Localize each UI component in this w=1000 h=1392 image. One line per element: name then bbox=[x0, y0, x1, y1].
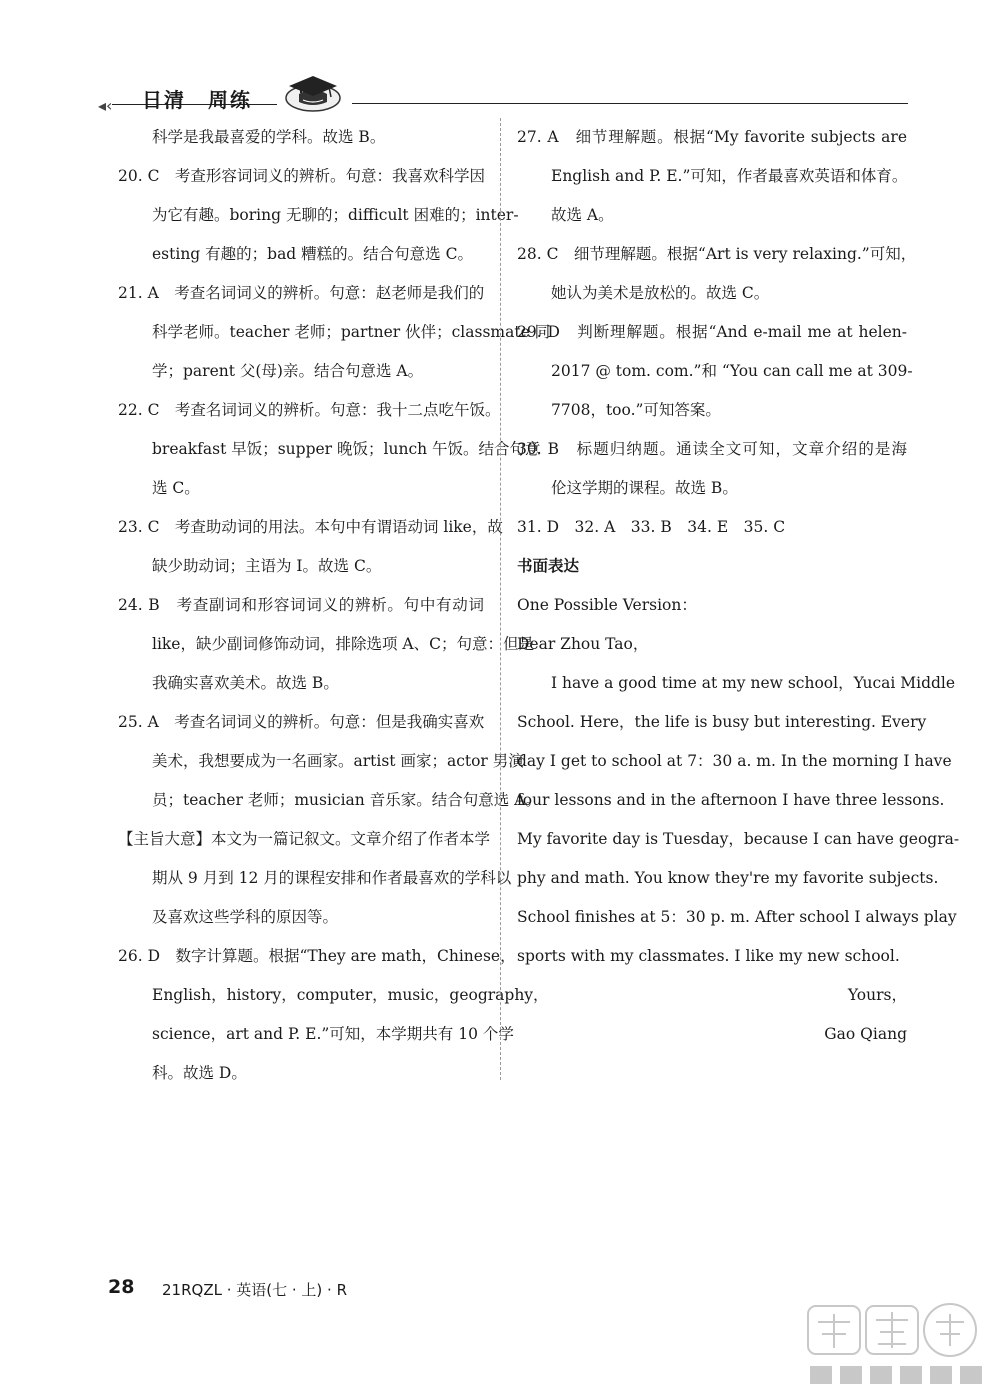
text-line: 【主旨大意】本文为一篇记叙文。文章介绍了作者本学 bbox=[118, 830, 491, 848]
text-line: phy and math. You know they're my favorite subjects. bbox=[517, 869, 939, 887]
text-line: 期从 9 月到 12 月的课程安排和作者最喜欢的学科以 bbox=[152, 869, 512, 887]
text-line: English，history，computer，music，geography， bbox=[152, 986, 549, 1004]
text-line: 缺少助动词；主语为 I。故选 C。 bbox=[152, 557, 382, 575]
right-column bbox=[517, 118, 960, 1054]
text-line: 她认为美术是放松的。故选 C。 bbox=[551, 284, 770, 302]
section-heading: 书面表达 bbox=[517, 557, 580, 575]
text-line: breakfast 早饭；supper 晚饭；lunch 午饭。结合句意 bbox=[152, 440, 541, 458]
text-line: 23. C 考查助动词的用法。本句中有谓语动词 like，故 bbox=[118, 518, 503, 536]
text-line: 科。故选 D。 bbox=[152, 1064, 247, 1082]
text-line: esting 有趣的；bad 糟糕的。结合句意选 C。 bbox=[152, 245, 473, 263]
text-line: 30. B 标题归纳题。通读全文可知，文章介绍的是海 bbox=[517, 440, 907, 458]
text-line: sports with my classmates. I like my new school. bbox=[517, 947, 900, 965]
text-line: 31. D 32. A 33. B 34. E 35. C bbox=[517, 518, 786, 536]
text-line: 24. B 考查副词和形容词词义的辨析。句中有动词 bbox=[118, 596, 484, 614]
text-line: 22. C 考查名词词义的辨析。句意：我十二点吃午饭。 bbox=[118, 401, 501, 419]
text-line: 21. A 考查名词词义的辨析。句意：赵老师是我们的 bbox=[118, 284, 485, 302]
page-header bbox=[90, 70, 910, 120]
text-line: 及喜欢这些学科的原因等。 bbox=[152, 908, 339, 926]
text-line: 科学老师。teacher 老师；partner 伙伴；classmate 同 bbox=[152, 323, 551, 341]
text-line: 2017 @ tom. com.”和 “You can call me at 309- bbox=[551, 362, 913, 380]
text-line: 我确实喜欢美术。故选 B。 bbox=[152, 674, 339, 692]
text-line: Yours， bbox=[847, 986, 907, 1004]
text-line: 25. A 考查名词词义的辨析。句意：但是我确实喜欢 bbox=[118, 713, 485, 731]
text-line: 选 C。 bbox=[152, 479, 200, 497]
book-code: 21RQZL · 英语(七 · 上) · R bbox=[162, 1281, 347, 1299]
text-line: like，缺少副词修饰动词，排除选项 A、C；句意：但是 bbox=[152, 635, 534, 653]
text-line: Dear Zhou Tao， bbox=[517, 635, 649, 653]
text-line: My favorite day is Tuesday，because I can have geogra- bbox=[517, 830, 960, 848]
text-line: I have a good time at my new school，Yucai Middle bbox=[551, 674, 956, 692]
text-line: 27. A 细节理解题。根据“My favorite subjects are bbox=[517, 128, 907, 146]
graduation-cap-icon bbox=[283, 70, 343, 114]
text-line: 故选 A。 bbox=[551, 206, 614, 224]
text-line: day I get to school at 7：30 a. m. In the morning I have bbox=[517, 752, 952, 770]
watermark-logo bbox=[800, 1300, 990, 1390]
text-line: 28. C 细节理解题。根据“Art is very relaxing.”可知， bbox=[517, 245, 917, 263]
text-line: science，art and P. E.”可知，本学期共有 10 个学 bbox=[152, 1025, 514, 1043]
text-line: School finishes at 5：30 p. m. After school I always play bbox=[517, 908, 957, 926]
page-number: 28 bbox=[108, 1276, 135, 1298]
header-rule-right bbox=[352, 103, 908, 104]
text-line: 科学是我最喜爱的学科。故选 B。 bbox=[152, 128, 386, 146]
text-line: English and P. E.”可知，作者最喜欢英语和体育。 bbox=[551, 167, 908, 185]
text-line: 为它有趣。boring 无聊的；difficult 困难的；inter- bbox=[152, 206, 519, 224]
text-line: 伦这学期的课程。故选 B。 bbox=[551, 479, 738, 497]
text-line: One Possible Version： bbox=[517, 596, 697, 614]
header-title: 日清 周练 bbox=[142, 88, 252, 112]
text-line: Gao Qiang bbox=[824, 1025, 907, 1043]
text-line: 员；teacher 老师；musician 音乐家。结合句意选 A。 bbox=[152, 791, 541, 809]
text-line: 7708，too.”可知答案。 bbox=[551, 401, 721, 419]
column-divider bbox=[500, 118, 501, 1080]
text-line: School. Here，the life is busy but interesting. Every bbox=[517, 713, 927, 731]
text-line: 20. C 考查形容词词义的辨析。句意：我喜欢科学因 bbox=[118, 167, 485, 185]
text-line: 学；parent 父(母)亲。结合句意选 A。 bbox=[152, 362, 424, 380]
arrow-icon: ◂‹ bbox=[98, 96, 113, 115]
text-line: 29. D 判断理解题。根据“And e-mail me at helen- bbox=[517, 323, 907, 341]
text-line: 26. D 数字计算题。根据“They are math，Chinese， bbox=[118, 947, 516, 965]
text-line: 美术，我想要成为一名画家。artist 画家；actor 男演 bbox=[152, 752, 524, 770]
text-line: four lessons and in the afternoon I have three lessons. bbox=[517, 791, 945, 809]
